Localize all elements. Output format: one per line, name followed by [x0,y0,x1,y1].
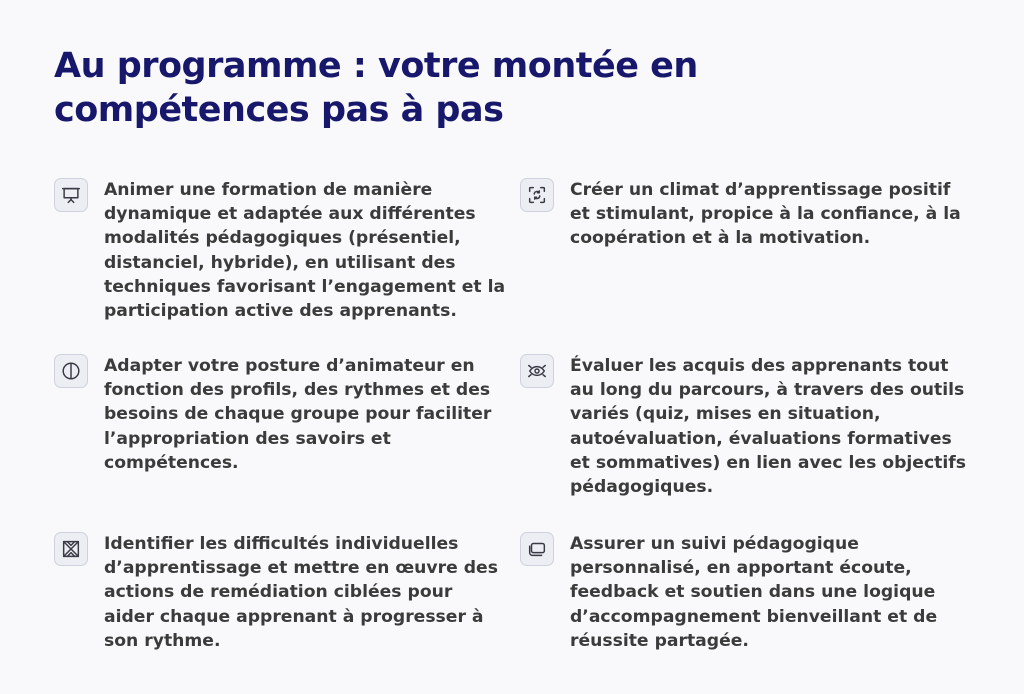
objective-text: Adapter votre posture d’animateur en fonction des profils, des rythmes et des besoins de chaque groupe pour faciliter l’appropriation des savoirs et compétences. [104,356,492,473]
objective-text: Identifier les difficultés individuelles d’apprentissage et mettre en œuvre des actions de remédiation ciblées pour aider chaque apprenant à progresser à son rythme. [104,534,498,651]
objective-item-posture [54,354,506,475]
objective-item-evaluate [520,354,974,499]
cards-stack-icon [520,532,554,566]
half-circle-contrast-icon [54,354,88,388]
objective-text: Créer un climat d’apprentissage positif et stimulant, propice à la confiance, à la coopération et à la motivation. [570,180,961,249]
crossed-box-icon [54,532,88,566]
focus-frame-icon [520,178,554,212]
presentation-board-icon [54,178,88,212]
eye-scan-icon [520,354,554,388]
objective-text: Animer une formation de manière dynamique et adaptée aux différentes modalités pédagogiques (présentiel, distanciel, hybride), en utilisant des techniques favorisant l’engagement et la participation active des apprenants. [104,180,506,322]
objective-item-climate [520,178,974,251]
page-title: Au programme : votre montée en compétences pas à pas [54,46,698,130]
objective-item-animate [54,178,506,323]
objective-item-followup [520,532,974,653]
objective-text: Assurer un suivi pédagogique personnalisé, en apportant écoute, feedback et soutien dans une logique d’accompagnement bienveillant et de réussite partagée. [570,534,938,651]
objective-text: Évaluer les acquis des apprenants tout au long du parcours, à travers des outils variés (quiz, mises en situation, autoévaluation, évaluations formatives et sommatives) en lien avec les objectifs pédagogiques. [570,356,966,498]
objective-item-identify [54,532,506,653]
